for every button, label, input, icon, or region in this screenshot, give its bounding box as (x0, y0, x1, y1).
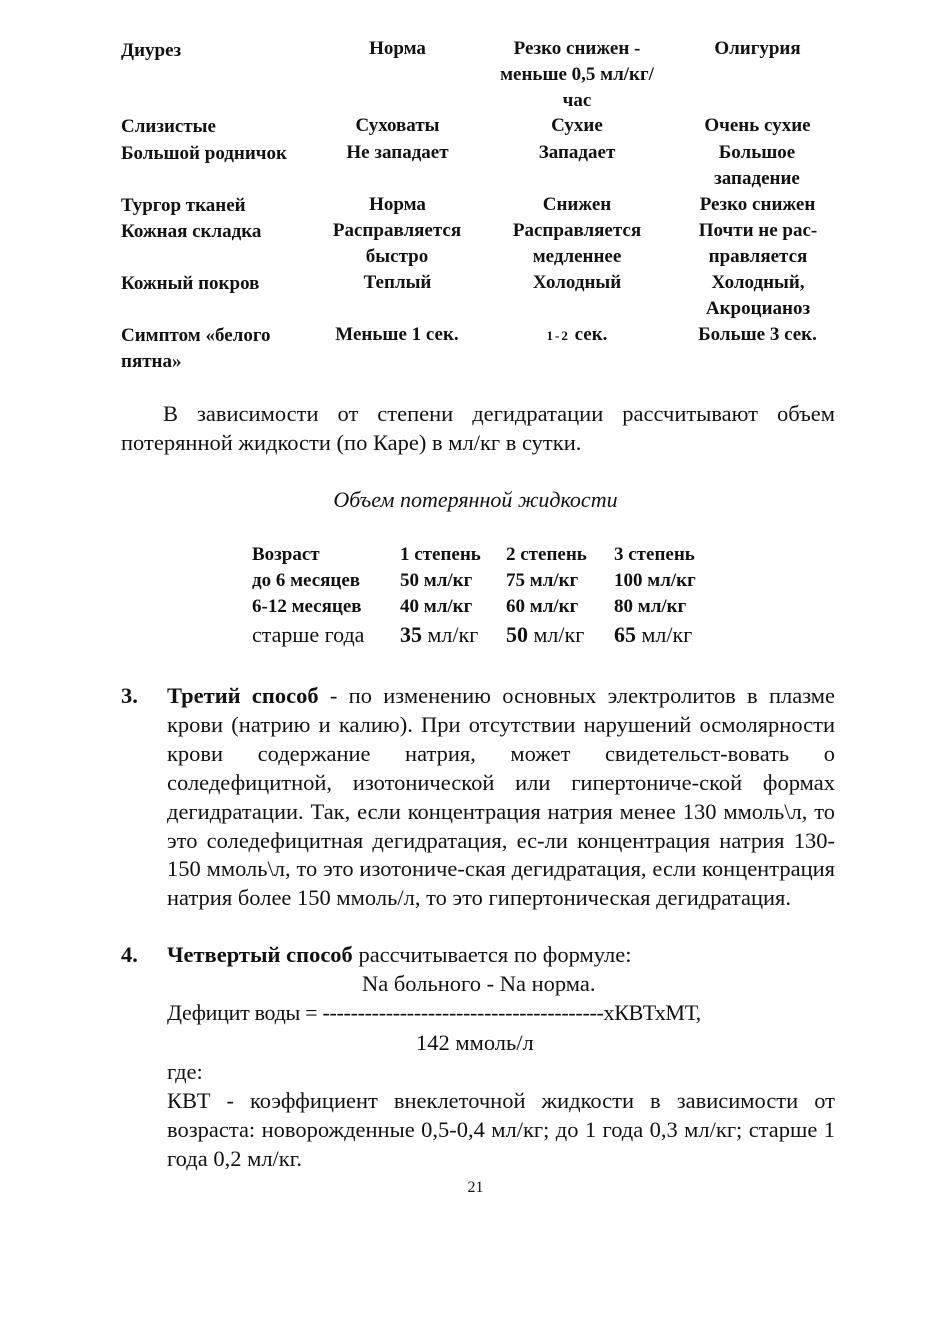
value-unit: мл/кг (427, 622, 479, 647)
paragraph-intro: В зависимости от степени дегидратации рассчитывают объем потерянной жидкости (по Каре) в мл/кг в сутки. (121, 401, 835, 455)
cell-degree-1: 50 мл/кг (400, 570, 473, 591)
header-degree-2: 2 степень (506, 544, 587, 565)
cell-critical: Больше 3 сек. (698, 324, 817, 345)
cell-critical: Почти не рас-правляется (698, 220, 818, 267)
cell-moderate: Расправляется быстро (332, 220, 462, 267)
cell-age: до 6 месяцев (252, 570, 361, 591)
value-number: 35 (400, 622, 422, 647)
formula-denominator: 142 ммоль/л (416, 1030, 534, 1055)
formula-main: Дефицит воды = ----------------------------------------хКВТхМТ, (167, 1000, 701, 1025)
item-title: Четвертый способ (167, 942, 353, 967)
cell-degree-3 (614, 622, 692, 648)
cell-severe (498, 322, 656, 349)
cell-critical: Резко снижен (699, 194, 816, 215)
cell-degree-2: 60 мл/кг (506, 596, 579, 617)
cell-critical: Очень сухие (704, 115, 811, 136)
table-caption: Объем потерянной жидкости (333, 487, 618, 512)
row-label: Большой родничок (121, 143, 287, 164)
value-unit: мл/кг (533, 622, 585, 647)
item-text: рассчитывается по формуле: (352, 942, 632, 967)
cell-severe: Западает (538, 142, 616, 163)
cell-moderate: Суховаты (355, 115, 440, 136)
row-label: Диурез (121, 40, 182, 61)
cell-degree-1: 40 мл/кг (400, 596, 473, 617)
row-label: Кожный покров (121, 273, 260, 294)
cell-severe: Снижен (542, 194, 612, 215)
row-label: Слизистые (121, 116, 216, 137)
cell-critical: Олигурия (714, 38, 801, 59)
cell-age: 6-12 месяцев (252, 596, 362, 617)
cell-moderate: Меньше 1 сек. (335, 324, 459, 345)
cell-severe: Сухие (551, 115, 603, 136)
cell-moderate: Теплый (363, 272, 432, 293)
time-unit: сек. (574, 324, 608, 345)
cell-degree-3: 80 мл/кг (614, 596, 687, 617)
cell-age: старше года (252, 622, 365, 647)
formula-numerator: Na больного - Na норма. (362, 971, 596, 996)
item-title: Третий способ (167, 683, 319, 708)
cell-severe: Расправляется медленнее (512, 220, 642, 267)
header-degree-1: 1 степень (400, 544, 481, 565)
value-number: 65 (614, 622, 636, 647)
cell-severe: Резко снижен - меньше 0,5 мл/кг/час (500, 38, 654, 111)
header-age: Возраст (252, 544, 320, 565)
page-number: 21 (467, 1179, 484, 1196)
item-text: - по изменению основных электролитов в плазме крови (натрию и калию). При отсутствии нарушений осмолярности крови содержание натрия, может свидетельст-вовать о соледефицитной, изотонической или гипертониче-ской формах дегидратации. Так, если концентрация натрия менее 130 ммоль\л, то это соледефицитная дегидратация, ес-ли концентрация натрия 130-150 ммоль\л, то это изотониче-ская дегидратация, если концентрация натрия более 150 ммоль/л, то это гипертоническая дегидратация. (167, 683, 835, 911)
cell-critical: Большое западение (714, 142, 800, 189)
cell-degree-3: 100 мл/кг (614, 570, 696, 591)
item-number: 3. (121, 683, 138, 708)
cell-degree-1 (400, 622, 478, 648)
cell-degree-2: 75 мл/кг (506, 570, 579, 591)
value-number: 50 (506, 622, 528, 647)
kvt-definition: КВТ - коэффициент внеклеточной жидкости в зависимости от возраста: новорожденные 0,5-0,4 мл/кг; до 1 года 0,3 мл/кг; старше 1 года 0,2 мл/кг. (167, 1088, 835, 1171)
cell-moderate: Не западает (346, 142, 449, 163)
item-number: 4. (121, 942, 138, 967)
cell-critical: Холодный, Акроцианоз (705, 272, 811, 319)
item-3-body (167, 682, 835, 913)
cell-degree-2 (506, 622, 584, 648)
formula-where: где: (167, 1059, 203, 1084)
row-label: Симптом «белого пятна» (121, 325, 271, 372)
time-range: 1-2 (546, 328, 570, 343)
cell-moderate: Норма (369, 38, 426, 59)
cell-moderate: Норма (369, 194, 426, 215)
item-4-body (167, 941, 835, 970)
row-label: Кожная складка (121, 221, 262, 242)
header-degree-3: 3 степень (614, 544, 695, 565)
value-unit: мл/кг (641, 622, 693, 647)
cell-severe: Холодный (532, 272, 622, 293)
row-label: Тургор тканей (121, 195, 246, 216)
